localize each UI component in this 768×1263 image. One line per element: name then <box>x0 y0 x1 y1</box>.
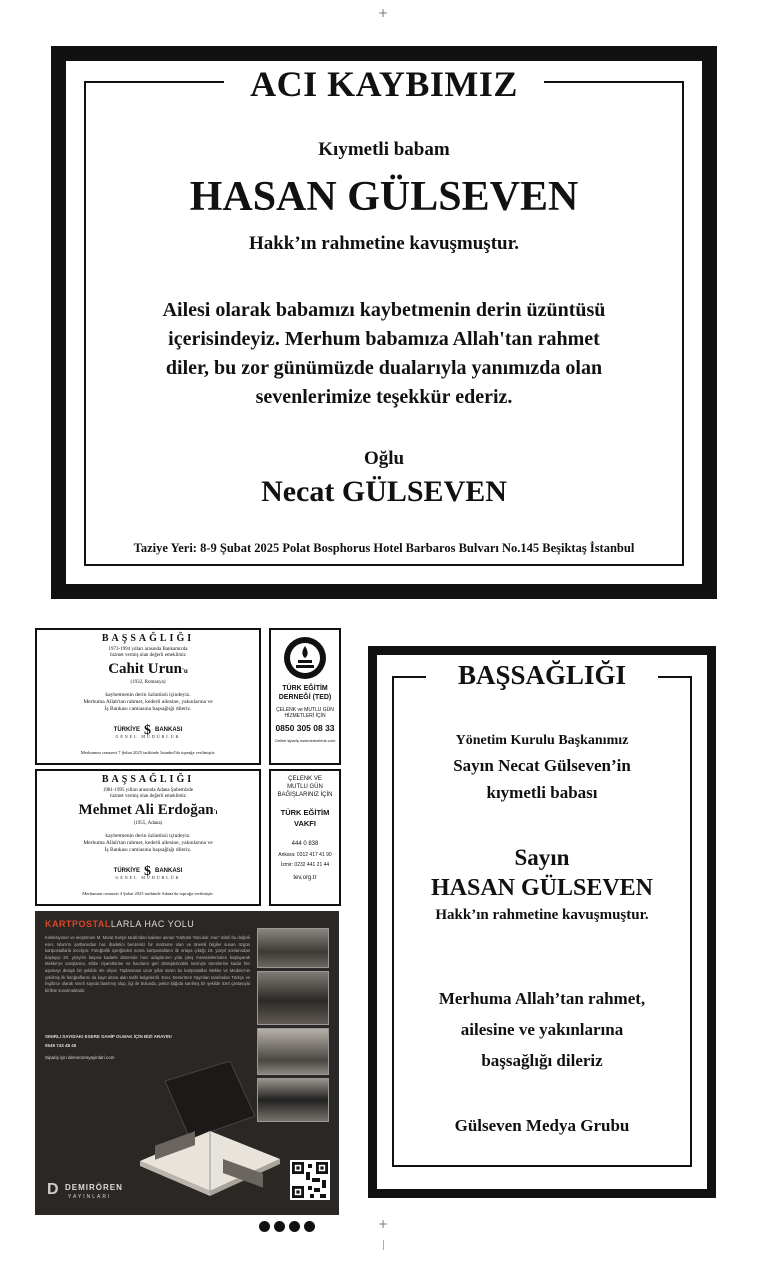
book-body: Koleksiyoner ve eleştirmen M. Murat Karşılı tarafından kaleme alınan "Kültürel Yolculuk: Hac" isimli bu değerli eser, İslam'ın şartlarından hac ibadetini benzersiz bir malzeme olan ve önemli bilgiler sunan özgün kartpostallarla inceliyor. Fotoğrafik içeriğinden sonra kartpostalların ilk ortaya çıktığı 19. yüzyıl sonlarından başlayıp 20. yüzyılın başına kadarki dönemde hacı adaylarının yola çıkış merasimlerinden başlayarak Mekke'ye varışlarına, Kâbe ziyaretlerine ve hacıların geri dönüşlerindeki sevinçle törenlerine kadar her aşamayı detaylı bir şekilde ele alıyor. Toplanması uzun yıllar süren bu kartpostallar Mekke ve Medine'nin çekilmiş ilk fotoğraflarını da kayıt altına alan tarihi belgelerdir. Eser, Demirören Yayınları tarafından Türkçe ve İngilizce olarak sınırlı sayıda basılmış olup, ilgi ile bulunda, pekür kâğıda sarılmış bir şekilde özel çantasıyla birlikte sunulmaktadır. <box>45 935 250 993</box>
demiroren-logo-icon: D <box>47 1181 59 1198</box>
ad-service: 1973-1994 yılları arasında Bankamızda hizmet vermiş olan değerli emeklimiz <box>108 647 188 658</box>
ted-ad <box>269 628 341 765</box>
main-relation: Oğlu <box>363 448 405 469</box>
book-logo-sub: YAYINLARI <box>68 1194 112 1200</box>
main-passed: Hakk’ın rahmetine kavuşmuştur. <box>248 233 520 254</box>
ad-heading: BAŞSAĞLIĞI <box>101 774 195 785</box>
postcard-photo <box>257 971 329 1025</box>
book-title: KARTPOSTALLARLA HAC YOLU <box>45 919 195 929</box>
ad-message: kaybetmenin derin üzüntüsü içindeyiz. Merhuma Allah'tan rahmet, kederli ailesine, yakınlarına ve İş Bankası camiasına başsağlığı dileriz. <box>83 692 213 712</box>
main-message: Ailesi olarak babamızı kaybetmenin derin üzüntüsü içerisindeyiz. Merhum babamıza Allah'tan rahmet diler, bu zor günümüzde dualarıyla yanımızda olan sevenlerimize teşekkür ederiz. <box>162 299 606 408</box>
isbank-mark-icon: $ <box>144 864 151 879</box>
ad-name: Cahit Urun'u <box>108 661 188 677</box>
isbank-mark-icon: $ <box>144 723 151 738</box>
book-ad <box>35 911 339 1215</box>
ad-info: (1932, Romanya) <box>130 680 166 685</box>
ted-phone: 0850 305 08 33 <box>275 723 335 733</box>
ted-logo-icon <box>283 636 327 680</box>
crop-line <box>383 1240 384 1250</box>
main-signer: Necat GÜLSEVEN <box>261 475 507 508</box>
dots-ornament <box>259 1219 315 1237</box>
crop-mark: + <box>378 1217 389 1231</box>
tev-phone: 444 0 838 <box>291 841 319 847</box>
main-intro: Kıymetli babam <box>318 139 450 160</box>
ted-web: Online sipariş www.tedcelenk.com <box>274 738 336 743</box>
right-line3: kıymetli babası <box>486 783 598 802</box>
qr-code-icon <box>290 1160 330 1200</box>
book-phone: 0549 743 48 45 <box>45 1043 77 1048</box>
right-signer: Gülseven Medya Grubu <box>454 1116 630 1135</box>
postcard-photo <box>257 928 329 968</box>
isbank-logo: TÜRKİYE $ BANKASI <box>113 864 183 879</box>
isbank-logo: TÜRKİYE $ BANKASI <box>113 723 183 738</box>
main-taziye: Taziye Yeri: 8-9 Şubat 2025 Polat Bosphorus Hotel Barbaros Bulvarı No.145 Beşiktaş İstanbul <box>133 541 635 555</box>
right-condolence <box>368 646 716 1198</box>
ad-heading: BAŞSAĞLIĞI <box>101 633 195 644</box>
book-box-illustration <box>135 1061 285 1201</box>
book-order: Sipariş için demirorenyayinlari.com <box>45 1055 115 1060</box>
tev-org: TÜRK EĞİTİM VAKFI <box>280 808 330 828</box>
tev-ad <box>269 769 341 906</box>
ad-message: kaybetmenin derin üzüntüsü içindeyiz. Merhuma Allah'tan rahmet, kederli ailesine, yakınlarına ve İş Bankası camiasına başsağlığı dileriz. <box>83 833 213 853</box>
right-message: Merhuma Allah’tan rahmet, ailesine ve yakınlarına başsağlığı dileriz <box>438 989 646 1070</box>
main-heading: ACI KAYBIMIZ <box>250 64 518 104</box>
tev-ankara: Ankara: 0312 417 41 90 <box>278 852 332 858</box>
condolence-ad-cahit-urun <box>35 628 261 765</box>
right-passed: Hakk’ın rahmetine kavuşmuştur. <box>435 907 649 923</box>
book-logo-name: DEMIRÖREN <box>65 1183 123 1192</box>
right-name: HASAN GÜLSEVEN <box>430 875 654 901</box>
tev-izmir: İzmir: 0232 441 21 44 <box>280 862 330 868</box>
tev-web: tev.org.tr <box>293 875 317 881</box>
ted-org: TÜRK EĞİTİM DERNEĞİ (TED) <box>278 685 332 701</box>
right-title: Sayın <box>514 845 570 870</box>
book-cta: SINIRLI SAYIDAKI ESERE SAHİP OLMAK İÇİN BİZİ ARAYIN! <box>45 1034 172 1039</box>
ad-name: Mehmet Ali Erdoğan'ı <box>78 802 218 818</box>
main-name: HASAN GÜLSEVEN <box>189 174 579 220</box>
ad-footer: Merhumun cenazesi 7 Şubat 2025 tarihinde İstanbul'da toprağa verilmiştir. <box>80 750 216 755</box>
ad-dept: GENEL MÜDÜRLÜK <box>115 734 181 739</box>
ted-service: ÇELENK ve MUTLU GÜN HİZMETLERİ İÇİN <box>276 707 334 719</box>
ad-dept: GENEL MÜDÜRLÜK <box>115 875 181 880</box>
right-line2: Sayın Necat Gülseven’in <box>453 756 631 775</box>
main-obituary <box>51 46 717 599</box>
ad-footer: Merhumun cenazesi 4 Şubat 2025 tarihinde Adana'da toprağa verilmiştir. <box>82 891 214 896</box>
right-line1: Yönetim Kurulu Başkanımız <box>455 733 629 748</box>
condolence-ad-mehmet-ali-erdogan <box>35 769 261 906</box>
tev-lines: ÇELENK VE MUTLU GÜN BAĞIŞLARINIZ İÇİN <box>277 776 333 798</box>
right-heading: BAŞSAĞLIĞI <box>457 660 627 690</box>
ad-info: (1955, Adana) <box>133 821 163 826</box>
ad-service: 1981-1995 yılları arasında Adana Şubemizde hizmet vermiş olan değerli emeklimiz <box>102 788 194 799</box>
crop-mark: + <box>378 6 389 20</box>
